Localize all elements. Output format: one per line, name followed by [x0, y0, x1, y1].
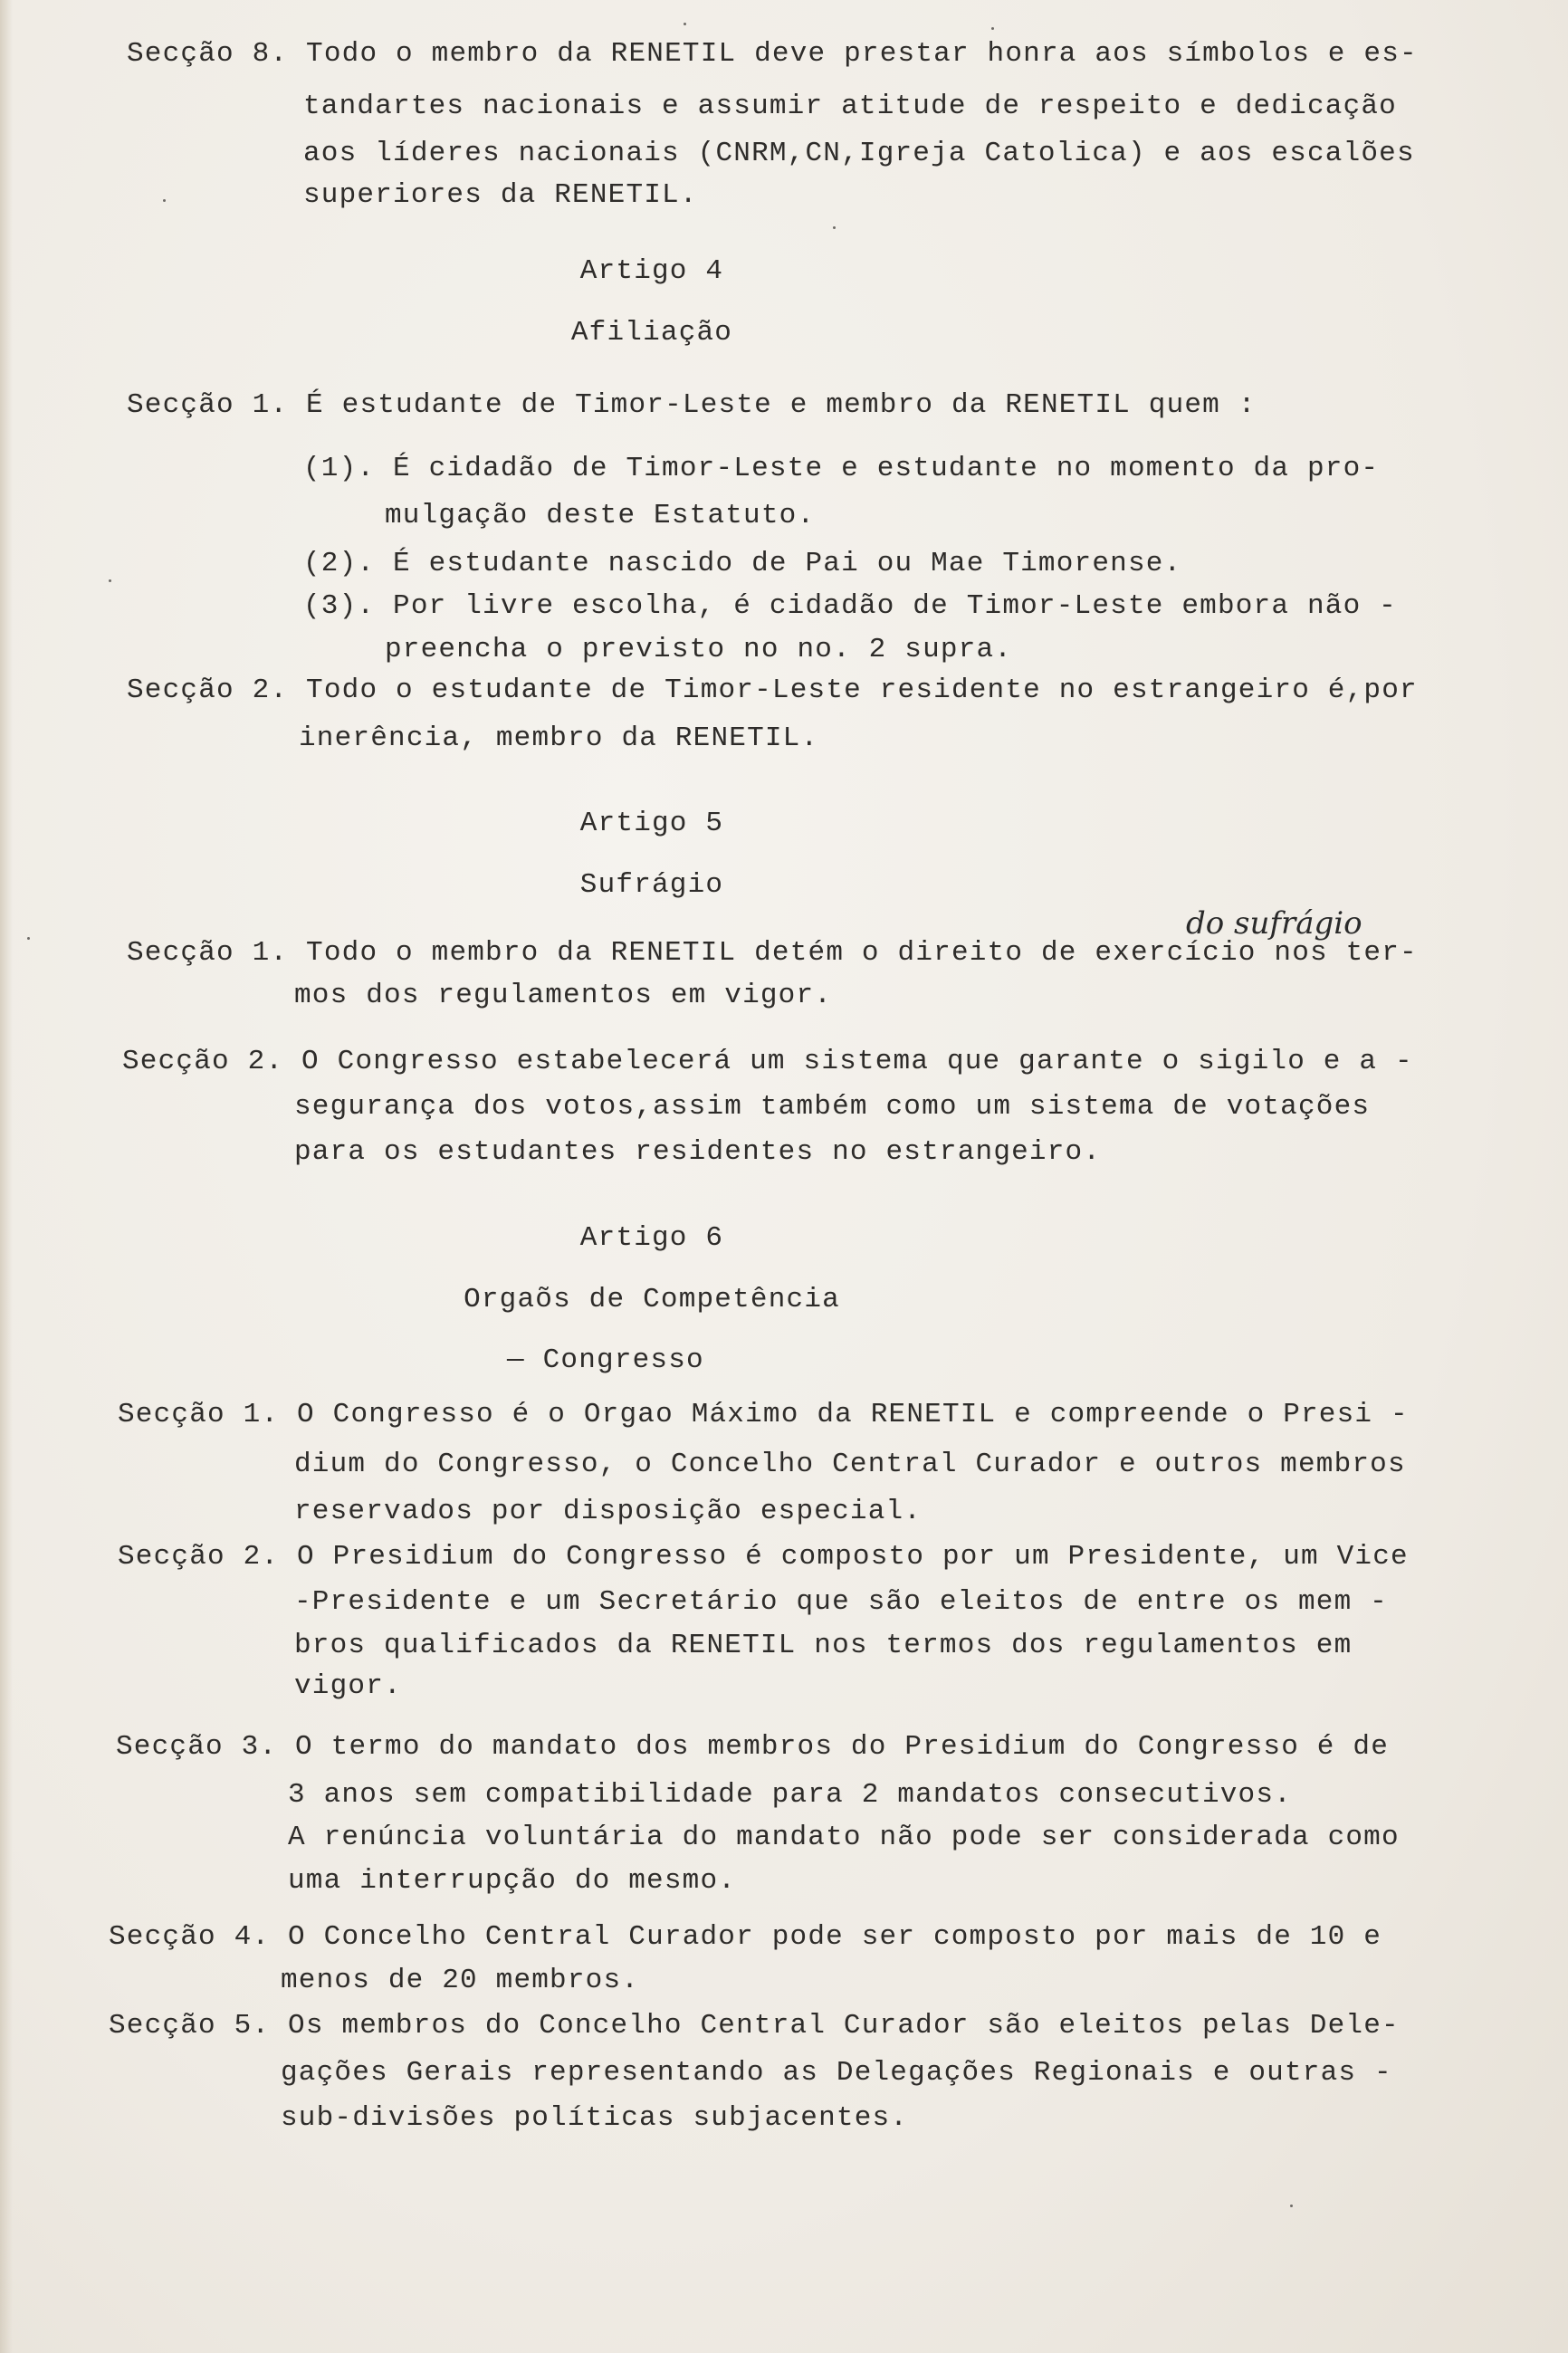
art4-item3-line2: preencha o previsto no no. 2 supra.: [385, 634, 1013, 665]
art6-sec2-line1: Secção 2. O Presidium do Congresso é composto por um Presidente, um Vice: [118, 1541, 1409, 1573]
scan-speck: [1290, 2205, 1293, 2207]
art4-title: Afiliação: [570, 317, 733, 349]
art6-sec5-line2: gações Gerais representando as Delegações Regionais e outras -: [281, 2057, 1392, 2089]
art4-sec2-line1: Secção 2. Todo o estudante de Timor-Leste residente no estrangeiro é,por: [127, 674, 1418, 706]
art6-title: Orgaõs de Competência: [464, 1284, 840, 1315]
art3-sec8-line4: superiores da RENETIL.: [303, 179, 698, 211]
scan-speck: [833, 226, 836, 229]
art4-sec2-line2: inerência, membro da RENETIL.: [299, 722, 819, 754]
art6-sec2-line2: -Presidente e um Secretário que são eleitos de entre os mem -: [294, 1586, 1388, 1618]
art5-heading: Artigo 5: [579, 808, 724, 839]
handwritten-annotation: do sufrágio: [1186, 905, 1362, 942]
art6-sec3-line2: 3 anos sem compatibilidade para 2 mandatos consecutivos.: [288, 1779, 1292, 1811]
art4-sec1-line1: Secção 1. É estudante de Timor-Leste e membro da RENETIL quem :: [127, 389, 1257, 421]
art6-sec5-line3: sub-divisões políticas subjacentes.: [281, 2102, 909, 2134]
art3-sec8-line1: Secção 8. Todo o membro da RENETIL deve prestar honra aos símbolos e es-: [127, 38, 1418, 70]
scan-speck: [163, 199, 166, 202]
art5-sec2-line3: para os estudantes residentes no estrangeiro.: [294, 1136, 1102, 1168]
art6-sec1-line3: reservados por disposição especial.: [294, 1496, 923, 1527]
scan-speck: [27, 937, 30, 940]
art6-sec1-line1: Secção 1. O Congresso é o Orgao Máximo da RENETIL e compreende o Presi -: [118, 1399, 1409, 1430]
art6-sec3-line4: uma interrupção do mesmo.: [288, 1865, 737, 1897]
art5-title: Sufrágio: [579, 869, 724, 901]
art3-sec8-line3: aos líderes nacionais (CNRM,CN,Igreja Catolica) e aos escalões: [303, 138, 1415, 169]
scan-speck: [684, 23, 686, 25]
art6-sec2-line4: vigor.: [294, 1670, 402, 1702]
art6-sec4-line2: menos de 20 membros.: [281, 1965, 640, 1996]
art5-sec1-line2: mos dos regulamentos em vigor.: [294, 980, 833, 1011]
art5-sec2-line1: Secção 2. O Congresso estabelecerá um sistema que garante o sigilo e a -: [122, 1046, 1413, 1077]
art5-sec1-line1: Secção 1. Todo o membro da RENETIL detém o direito de exercício nos ter-: [127, 937, 1418, 969]
art5-sec2-line2: segurança dos votos,assim também como um sistema de votações: [294, 1091, 1371, 1123]
art6-sec3-line1: Secção 3. O termo do mandato dos membros do Presidium do Congresso é de: [116, 1731, 1390, 1763]
art6-sec3-line3: A renúncia voluntária do mandato não pode ser considerada como: [288, 1822, 1400, 1853]
art4-item3-line1: (3). Por livre escolha, é cidadão de Timor-Leste embora não -: [303, 590, 1397, 622]
art6-sec2-line3: bros qualificados da RENETIL nos termos dos regulamentos em: [294, 1630, 1353, 1661]
art6-sec5-line1: Secção 5. Os membros do Concelho Central Curador são eleitos pelas Dele-: [109, 2010, 1400, 2042]
art4-item2-line1: (2). É estudante nascido de Pai ou Mae Timorense.: [303, 548, 1182, 579]
art6-sec4-line1: Secção 4. O Concelho Central Curador pode ser composto por mais de 10 e: [109, 1921, 1382, 1953]
scan-speck: [991, 27, 994, 30]
art6-sec1-line2: dium do Congresso, o Concelho Central Curador e outros membros: [294, 1449, 1406, 1480]
art4-heading: Artigo 4: [579, 255, 724, 287]
scan-speck: [109, 579, 111, 582]
art4-item1-line2: mulgação deste Estatuto.: [385, 500, 816, 531]
art6-subtitle: — Congresso: [507, 1344, 704, 1376]
art6-heading: Artigo 6: [579, 1222, 724, 1254]
art4-item1-line1: (1). É cidadão de Timor-Leste e estudante no momento da pro-: [303, 453, 1380, 484]
art3-sec8-line2: tandartes nacionais e assumir atitude de respeito e dedicação: [303, 91, 1397, 122]
paper-edge-shadow: [0, 0, 13, 2353]
